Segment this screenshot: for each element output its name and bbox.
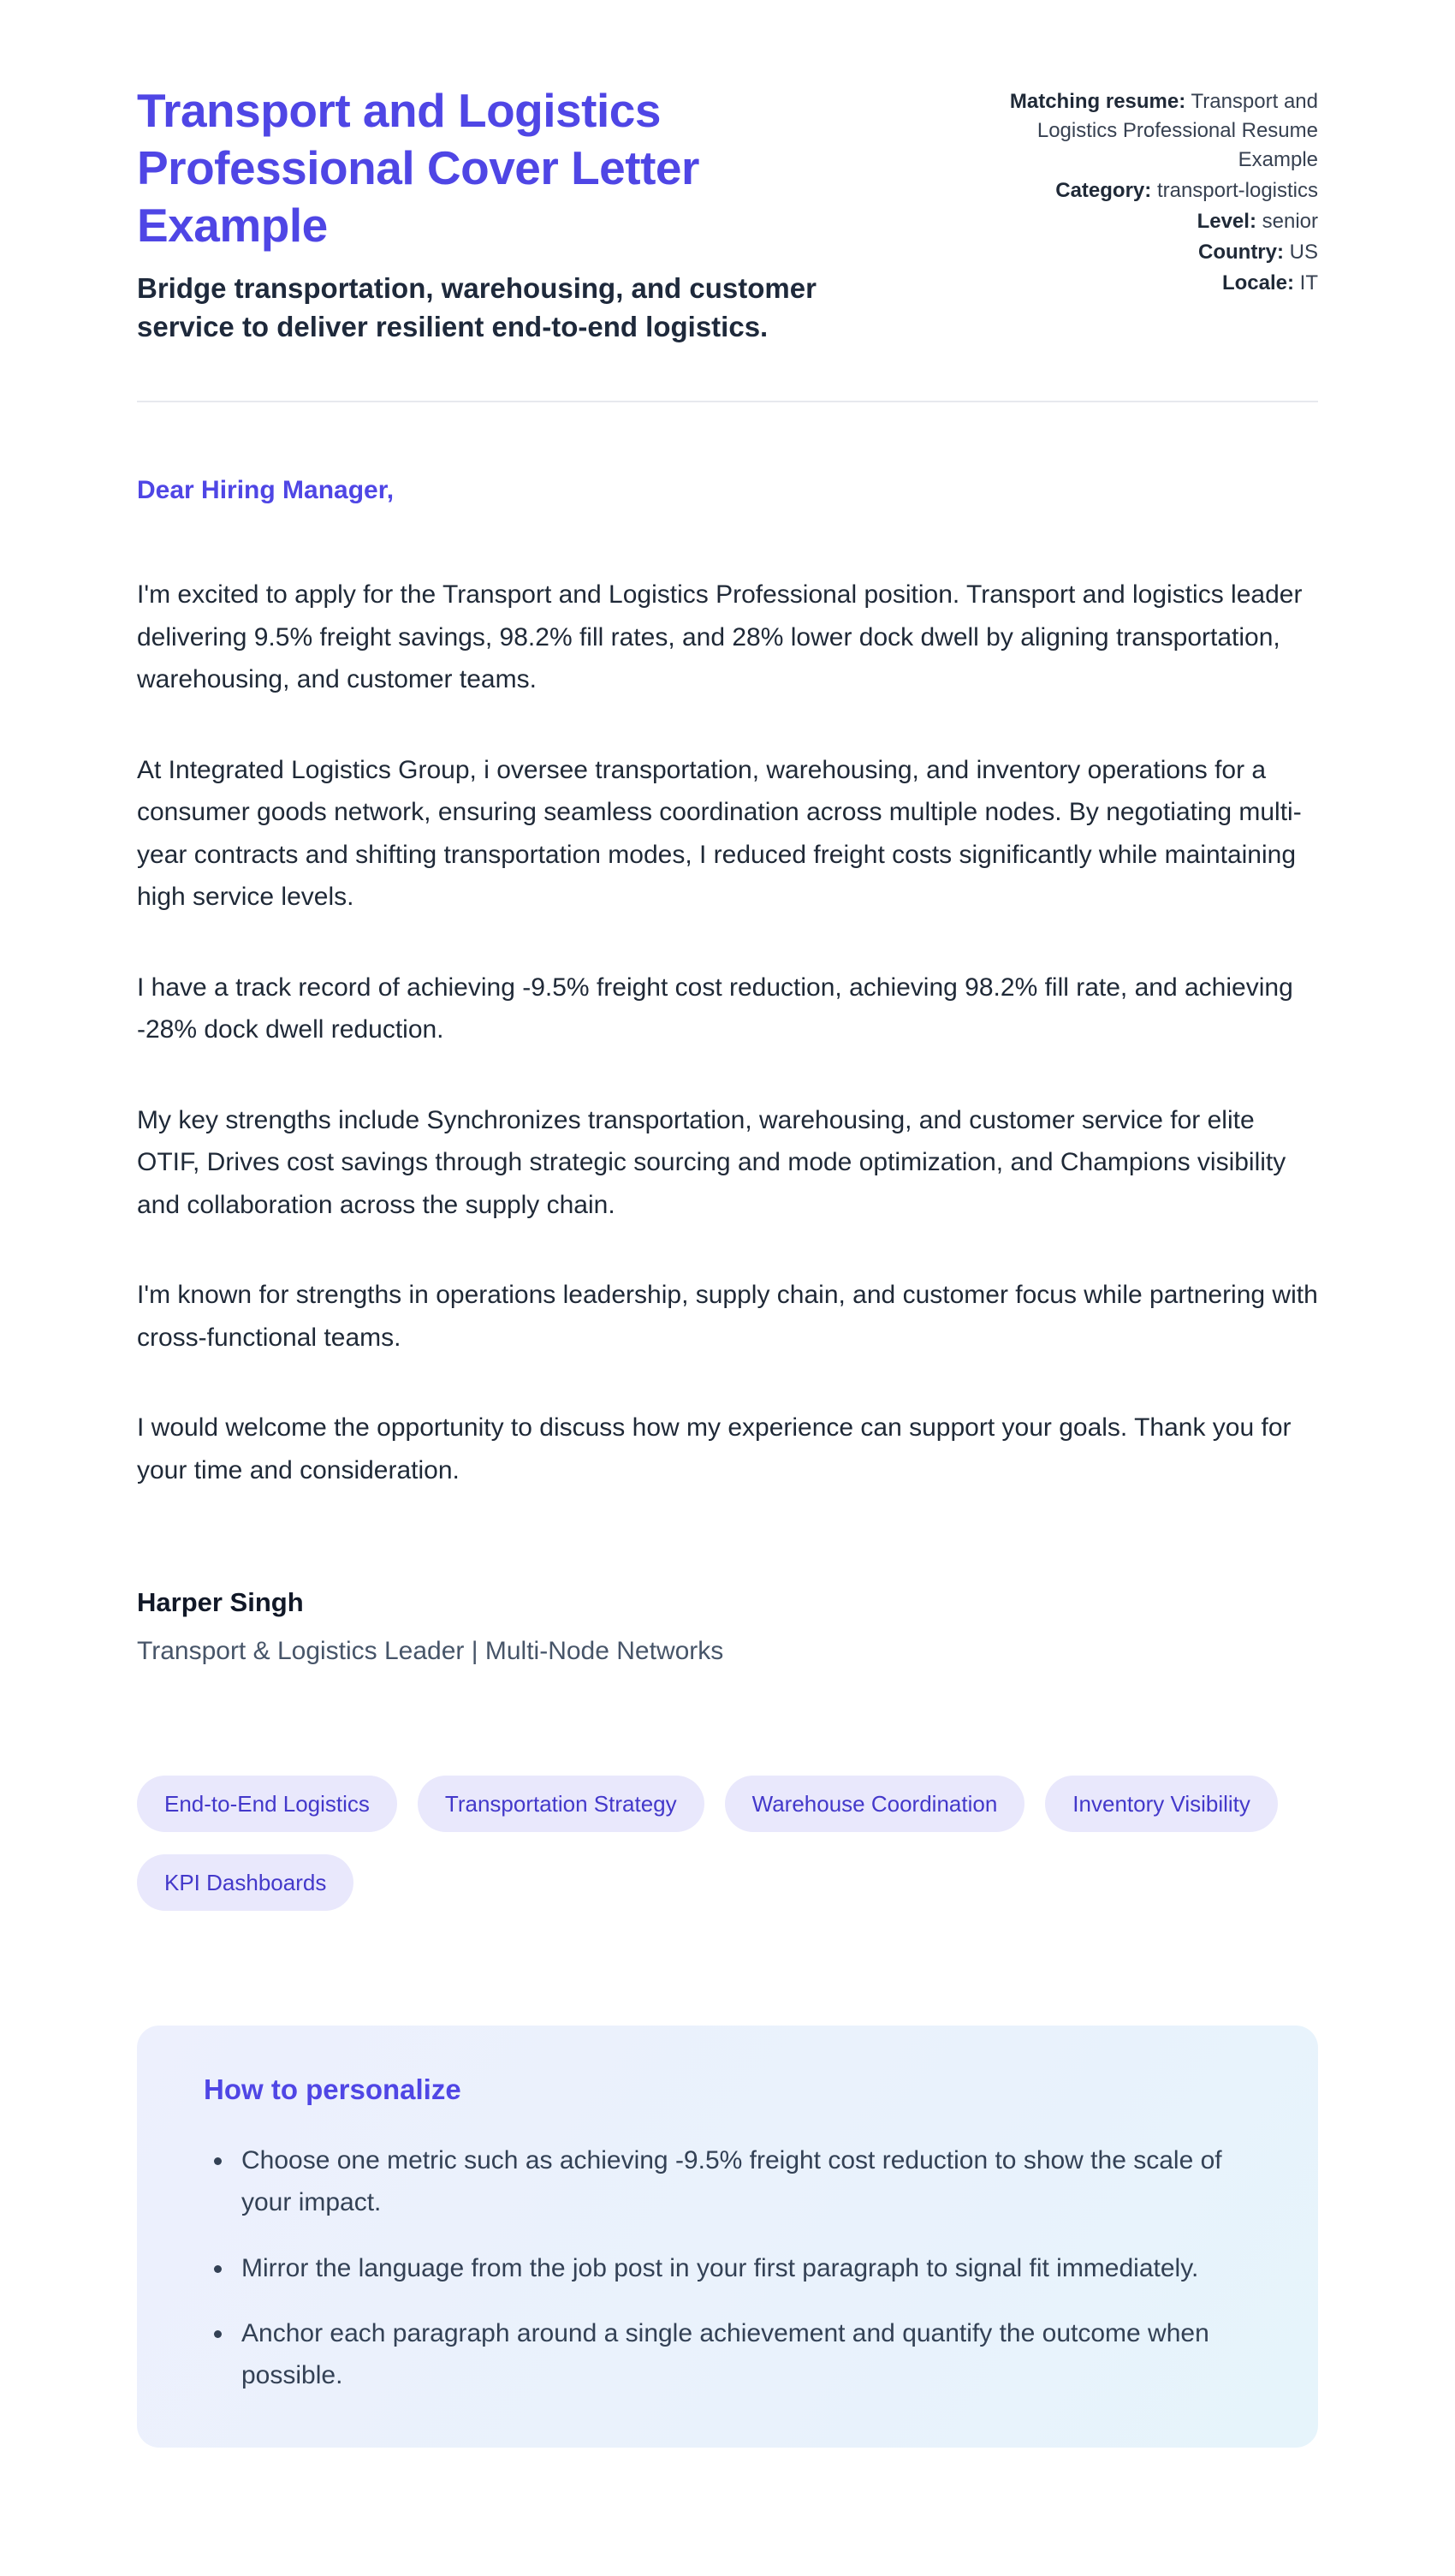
signature-block (137, 1587, 1318, 1666)
signature-name: Harper Singh (137, 1587, 304, 1618)
personalize-tip: • Mirror the language from the job post in your first paragraph to signal fit immediately. (235, 2248, 1262, 2290)
header-divider (137, 401, 1318, 402)
tag-warehouse-coordination: Warehouse Coordination (725, 1776, 1025, 1832)
letter-paragraph: At Integrated Logistics Group, i oversee transportation, warehousing, and inventory operations for a consumer goods network, ensuring seamless coordination across multiple nodes. By negotiating multi-year contracts and shifting transportation modes, I reduced freight costs significantly while maintaining high service levels. (137, 755, 1302, 912)
signature-title: Transport & Logistics Leader | Multi-Node Networks (137, 1637, 724, 1666)
page-header (137, 82, 1318, 346)
personalize-heading: How to personalize (204, 2073, 461, 2106)
salutation: Dear Hiring Manager, (137, 476, 395, 505)
tag-end-to-end-logistics: End-to-End Logistics (137, 1776, 397, 1832)
meta-country (963, 238, 1318, 267)
tag-inventory-visibility: Inventory Visibility (1045, 1776, 1278, 1832)
meta-level (963, 207, 1318, 236)
meta-block (963, 82, 1318, 300)
meta-value: Transport and Logistics Professional Resume Example (1036, 90, 1318, 172)
meta-label: Level: (1197, 210, 1256, 234)
letter-paragraph: I have a track record of achieving -9.5% freight cost reduction, achieving 98.2% fill rate, and achieving -28% dock dwell reduction. (137, 973, 1293, 1044)
meta-category (963, 176, 1318, 205)
meta-value: IT (1299, 271, 1318, 295)
meta-label: Matching resume: (1009, 90, 1186, 113)
tag-transportation-strategy: Transportation Strategy (418, 1776, 704, 1832)
letter-paragraph: I would welcome the opportunity to discuss how my experience can support your goals. Thank you for your time and consideration. (137, 1413, 1292, 1484)
letter-paragraph: I'm known for strengths in operations leadership, supply chain, and customer focus while partnering with cross-functional teams. (137, 1281, 1318, 1352)
personalize-box (137, 2026, 1318, 2448)
personalize-tip: • Choose one metric such as achieving -9.5% freight cost reduction to show the scale of your impact. (235, 2140, 1262, 2223)
letter-paragraph: My key strengths include Synchronizes transportation, warehousing, and customer service for elite OTIF, Drives cost savings through strategic sourcing and mode optimization, and Champions visibility and collaboration across the supply chain. (137, 1105, 1286, 1219)
tag-kpi-dashboards: KPI Dashboards (137, 1854, 353, 1911)
skill-tags (137, 1776, 1318, 1911)
meta-label: Category: (1055, 179, 1152, 203)
personalize-tip: • Anchor each paragraph around a single achievement and quantify the outcome when possible. (235, 2313, 1262, 2396)
meta-label: Locale: (1221, 271, 1294, 295)
personalize-tips-list (175, 2140, 1262, 2396)
letter-paragraph: I'm excited to apply for the Transport and Logistics Professional position. Transport and logistics leader delivering 9.5% freight savings, 98.2% fill rates, and 28% lower dock dwell by aligning transportation, warehousing, and customer teams. (137, 580, 1303, 694)
meta-value: senior (1262, 210, 1318, 234)
meta-label: Country: (1198, 241, 1284, 265)
page-title: Transport and Logistics Professional Cover Letter Example (137, 84, 699, 253)
page-subtitle: Bridge transportation, warehousing, and customer service to deliver resilient end-to-end logistics. (137, 272, 817, 342)
letter-body (137, 574, 1318, 1491)
meta-locale (963, 269, 1318, 298)
title-block (137, 82, 890, 346)
meta-matching-resume (963, 87, 1318, 175)
meta-value: transport-logistics (1156, 179, 1318, 203)
meta-value: US (1289, 241, 1318, 265)
